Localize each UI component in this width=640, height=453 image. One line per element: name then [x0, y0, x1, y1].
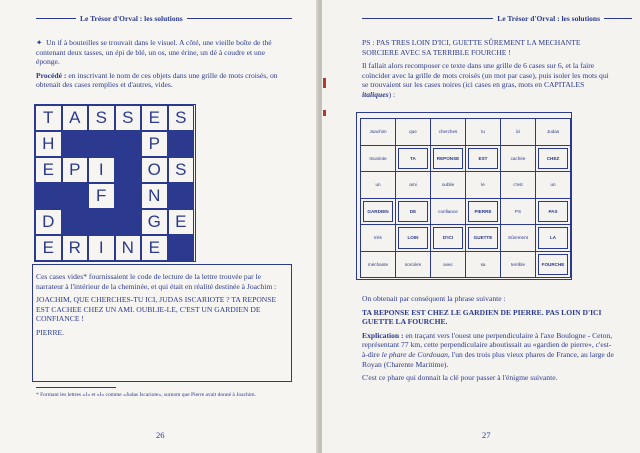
phrase-cell: CHEZ [536, 146, 570, 172]
phrase-cell: ici [501, 119, 535, 145]
final-text: C'est ce phare qui donnait la clé pour passer à l'énigme suivante. [362, 373, 558, 383]
phrase-grid [360, 118, 571, 278]
grid-cell: H [35, 131, 62, 157]
phrase-cell: DE [396, 199, 430, 225]
phrase-cell: un [361, 172, 395, 198]
grid-cell [168, 183, 195, 209]
cases-text: Ces cases vides* fournissaient le code de lecture de la lettre trouvée par le narrateur à l'intérieur de la cheminée, et qui était en réalité destinée à Joachim : [36, 272, 277, 291]
phrase-cell: REPONSE [431, 146, 465, 172]
grid-cell: T [35, 105, 62, 131]
grid-cell: P [141, 131, 168, 157]
grid-cell [35, 183, 62, 209]
grid-cell: G [141, 209, 168, 235]
phrase-cell: ami [396, 172, 430, 198]
grid-cell: N [115, 235, 142, 261]
right-result-block [362, 294, 614, 387]
phrase-cell: EST [466, 146, 500, 172]
phrase-cell: cachée [501, 146, 535, 172]
right-page-number: 27 [482, 430, 491, 440]
letter-text: JOACHIM, QUE CHERCHES-TU ICI, JUDAS ISCARIOTE ? TA REPONSE EST CACHEE CHEZ UN AMI. OUBLIE-LE, C'EST UN GARDIEN DE CONFIANCE ! [36, 295, 277, 324]
grid-cell: S [168, 105, 195, 131]
grid-cell [168, 131, 195, 157]
footnote-rule [36, 387, 116, 388]
right-page [322, 0, 640, 453]
phrase-cell: TA [396, 146, 430, 172]
phrase-cell: GUETTE [466, 225, 500, 251]
phrase-cell: FOURCHE [536, 252, 570, 278]
right-intro-block [362, 38, 612, 104]
grid-cell: E [141, 105, 168, 131]
para1-end: ) : [388, 89, 396, 99]
phrase-cell: Iscariote [361, 146, 395, 172]
grid-cell [62, 209, 89, 235]
expl-italic: le phare de Cordouan [381, 349, 448, 359]
para1-italic: italiques [362, 89, 389, 99]
phrase-cell: tu [466, 119, 500, 145]
binding-mark-bottom [323, 110, 326, 116]
letter-frame [32, 264, 292, 382]
left-header [36, 14, 292, 23]
grid-cell [62, 183, 89, 209]
expl-end: , l'un des trois plus vieux phares de France, au large de Royan (Charente Maritime). [362, 349, 614, 369]
grid-cell: E [141, 235, 168, 261]
grid-cell: D [35, 209, 62, 235]
phrase-cell: PAS [536, 199, 570, 225]
left-page [0, 0, 318, 453]
grid-cell [115, 209, 142, 235]
phrase-cell: LA [536, 225, 570, 251]
phrase-cell: oublie [431, 172, 465, 198]
grid-cell [115, 131, 142, 157]
grid-cell: E [35, 157, 62, 183]
right-header [362, 14, 632, 23]
phrase-cell: PS [501, 199, 535, 225]
phrase-cell: LOIN [396, 225, 430, 251]
grid-cell: A [62, 105, 89, 131]
phrase-cell: un [536, 172, 570, 198]
grid-cell [115, 183, 142, 209]
binding-mark-top [323, 78, 326, 88]
footnote: * Formant les lettres «J» et «I» comme «Judas Iscariote», surnom que Pierre avait donné à Joachim. [36, 392, 256, 398]
grid-cell: E [168, 209, 195, 235]
grid-cell: F [88, 183, 115, 209]
grid-cell [168, 235, 195, 261]
grid-cell: S [168, 157, 195, 183]
result-intro: On obtenait par conséquent la phrase suivante : [362, 294, 506, 303]
intro-text: Un if à bouteilles se trouvait dans le visuel. A côté, une vieille boîte de thé contenant deux tasses, un épi de blé, un os, une érine, un dé à coudre et une éponge. [36, 38, 272, 67]
letter-signature: PIERRE. [36, 327, 65, 337]
grid-cell [88, 209, 115, 235]
grid-cell [88, 131, 115, 157]
phrase-cell: GARDIEN [361, 199, 395, 225]
phrase-cell: c'est [501, 172, 535, 198]
grid-cell [115, 157, 142, 183]
grid-cell: I [88, 157, 115, 183]
grid-cell [62, 131, 89, 157]
ps-text: PS : PAS TRES LOIN D'ICI, GUETTE SÛREMENT LA MECHANTE SORCIERE AVEC SA TERRIBLE FOURCHE ! [362, 38, 581, 57]
expl-label: Explication : [362, 330, 404, 340]
phrase-cell: Joachim [361, 119, 395, 145]
para1-text: Il fallait alors recomposer ce texte dans une grille de 6 cases sur 6, et la faire coïncider avec la grille de mots croisés (un mot par case), puis isoler les mots qui se trouvaient sur les cases noires (ici cases en gras, mots en CAPITALES [362, 61, 609, 90]
left-header-title: Le Trésor d'Orval : les solutions [80, 14, 183, 23]
left-page-number: 26 [156, 430, 165, 440]
grid-cell: S [115, 105, 142, 131]
result-text: TA REPONSE EST CHEZ LE GARDIEN DE PIERRE. PAS LOIN D'ICI GUETTE LA FOURCHE. [362, 307, 602, 327]
right-header-title: Le Trésor d'Orval : les solutions [497, 14, 600, 23]
phrase-cell: D'ICI [431, 225, 465, 251]
phrase-cell: PIERRE [466, 199, 500, 225]
expl-text: en traçant vers l'ouest une perpendiculaire à l'axe Boulogne - Ceton, représentant 77 km, cette perpendiculaire aboutissait au «gardien de pierre», c'est-à-dire [362, 330, 613, 359]
phrase-cell: que [396, 119, 430, 145]
grid-cell: S [88, 105, 115, 131]
phrase-cell: terrible [501, 252, 535, 278]
phrase-cell: très [361, 225, 395, 251]
phrase-cell: méchante [361, 252, 395, 278]
diamond-bullet-icon: ✦ [36, 38, 43, 47]
phrase-cell: avec [431, 252, 465, 278]
grid-cell: O [141, 157, 168, 183]
phrase-cell: Sûrement [501, 225, 535, 251]
grid-cell: R [62, 235, 89, 261]
procede-text: en inscrivant le nom de ces objets dans une grille de mots croisés, on obtenait des cases remplies et d'autres, vides. [36, 70, 278, 90]
grid-cell: N [141, 183, 168, 209]
phrase-cell: sa [466, 252, 500, 278]
procede-label: Procédé : [36, 70, 67, 80]
grid-cell: P [62, 157, 89, 183]
left-intro-block [36, 38, 284, 94]
phrase-cell: cherches [431, 119, 465, 145]
phrase-cell: le [466, 172, 500, 198]
crossword-grid [34, 104, 196, 262]
grid-cell: I [88, 235, 115, 261]
phrase-cell: sorcière [396, 252, 430, 278]
phrase-cell: confiance [431, 199, 465, 225]
grid-cell: E [35, 235, 62, 261]
phrase-cell: Judas [536, 119, 570, 145]
